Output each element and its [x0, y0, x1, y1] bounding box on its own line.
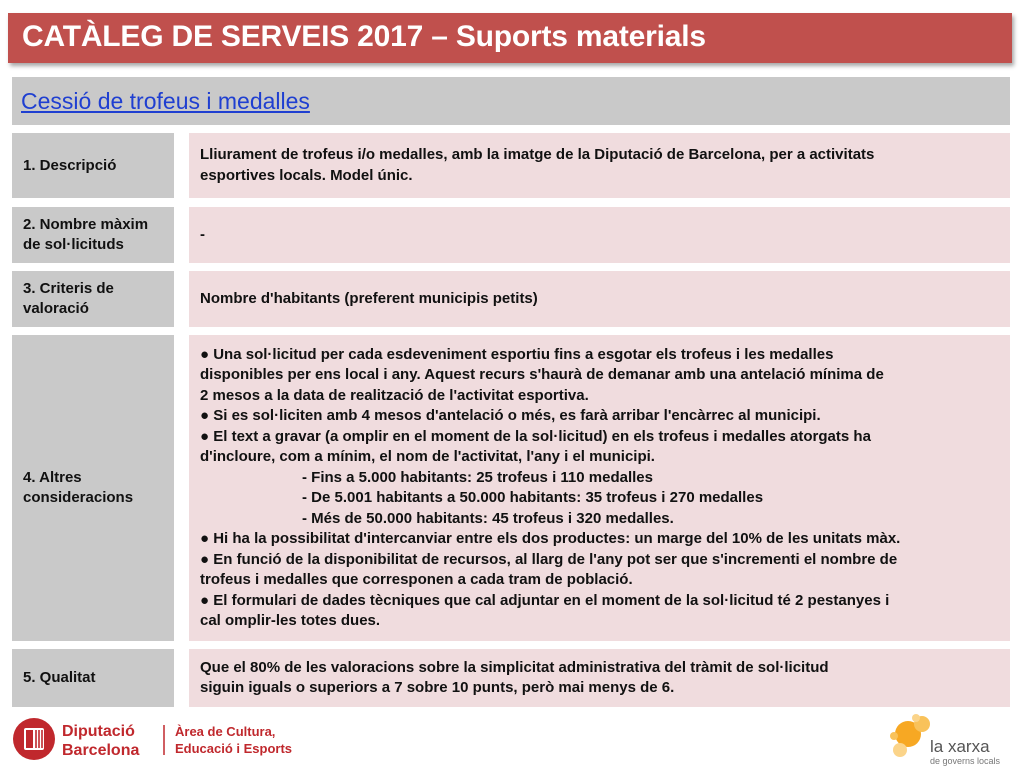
section-title-link[interactable]: Cessió de trofeus i medalles: [21, 88, 310, 114]
row-label-text: 2. Nombre màxim de sol·licituds: [23, 216, 149, 253]
row-label-text: 3. Criteris de valoració: [23, 280, 114, 317]
diputacio-logo-graphic: [12, 715, 312, 763]
row-label-criteris: [12, 271, 174, 327]
row-label-descripcio: [12, 133, 174, 198]
content-line: - Més de 50.000 habitants: 45 trofeus i 320 medalles.: [302, 509, 674, 527]
content-line: ● El text a gravar (a omplir en el moment de la sol·licitud) en els trofeus i medalles atorgats ha: [200, 427, 871, 445]
content-line: - Fins a 5.000 habitants: 25 trofeus i 110 medalles: [302, 468, 653, 486]
area-line1: Àrea de Cultura,: [175, 724, 276, 739]
content-line: esportives locals. Model únic.: [200, 166, 413, 184]
row-label-qualitat: [12, 649, 174, 707]
content-line: Nombre d'habitants (preferent municipis petits): [200, 289, 538, 307]
xarxa-logo: [886, 710, 1014, 768]
content-line: ● En funció de la disponibilitat de recursos, al llarg de l'any pot ser que s'incrementi el nombre de: [200, 550, 898, 568]
xarxa-line1: la xarxa: [930, 737, 990, 756]
content-line: cal omplir-les totes dues.: [200, 612, 381, 629]
content-line: - De 5.001 habitants a 50.000 habitants: 35 trofeus i 270 medalles: [302, 489, 764, 506]
row-label-nombre-maxim: [12, 207, 174, 263]
row-label-text: 4. Altres consideracions: [23, 469, 134, 506]
row-content-criteris: [189, 271, 1010, 327]
xarxa-line2: de governs locals: [930, 756, 1001, 766]
content-line: d'incloure, com a mínim, el nom de l'activitat, l'any i el municipi.: [200, 448, 655, 465]
diputacio-logo: [12, 715, 312, 763]
content-line: -: [200, 225, 205, 243]
content-line: trofeus i medalles que corresponen a cada tram de població.: [200, 571, 633, 588]
content-line: ● Una sol·licitud per cada esdeveniment esportiu fins a esgotar els trofeus i les medalles: [200, 345, 834, 363]
content-line: 2 mesos a la data de realització de l'activitat esportiva.: [200, 386, 589, 404]
row-label-altres: [12, 335, 174, 641]
row-content-nombre-maxim: [189, 207, 1010, 263]
content-line: ● Hi ha la possibilitat d'intercanviar entre els dos productes: un marge del 10% de les unitats màx.: [200, 530, 901, 547]
area-line2: Educació i Esports: [175, 741, 293, 756]
content-line: ● El formulari de dades tècniques que cal adjuntar en el moment de la sol·licitud té 2 pestanyes i: [200, 591, 890, 609]
row-label-text: 5. Qualitat: [23, 669, 96, 686]
row-label-text: 1. Descripció: [23, 156, 117, 174]
row-content-qualitat: [189, 649, 1010, 707]
row-content-descripcio: [189, 133, 1010, 198]
diputacio-line1: Diputació: [62, 723, 135, 740]
page-title: CATÀLEG DE SERVEIS 2017 – Suports materials: [22, 20, 706, 53]
content-line: Lliurament de trofeus i/o medalles, amb la imatge de la Diputació de Barcelona, per a activitats: [200, 146, 875, 163]
content-line: Que el 80% de les valoracions sobre la simplicitat administrativa del tràmit de sol·licitud: [200, 658, 829, 676]
diputacio-line2: Barcelona: [62, 742, 140, 759]
content-line: ● Si es sol·liciten amb 4 mesos d'antelació o més, es farà arribar l'encàrrec al municipi.: [200, 407, 821, 424]
content-line: siguin iguals o superiors a 7 sobre 10 punts, però mai menys de 6.: [200, 679, 675, 696]
title-bar: [8, 13, 1012, 63]
content-line: disponibles per ens local i any. Aquest recurs s'haurà de demanar amb una antelació mínima de: [200, 366, 884, 383]
xarxa-logo-graphic: [886, 710, 1014, 768]
section-header: [12, 77, 1010, 125]
row-content-altres: [189, 335, 1010, 641]
